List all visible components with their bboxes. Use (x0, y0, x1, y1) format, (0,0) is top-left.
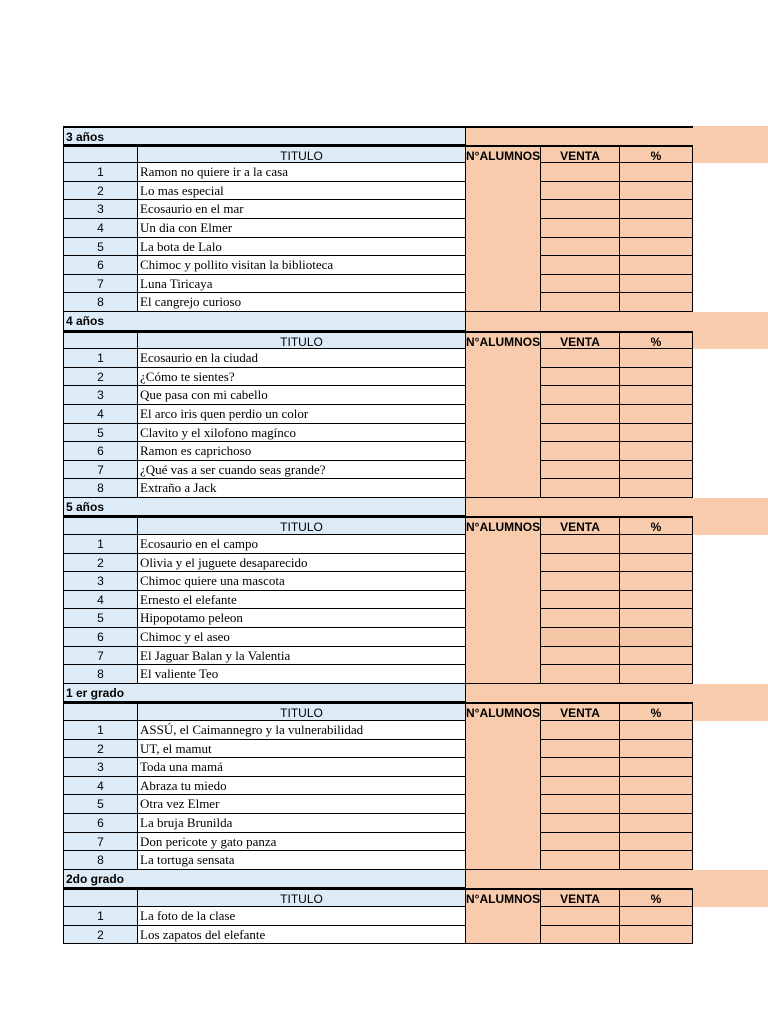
venta-cell[interactable] (540, 554, 619, 573)
book-title[interactable]: Ecosaurio en el campo (137, 535, 466, 554)
book-row (0, 851, 768, 870)
book-number: 2 (63, 740, 137, 759)
grade-section (0, 312, 768, 498)
book-title[interactable]: Ernesto el elefante (137, 591, 466, 610)
book-title[interactable]: Otra vez Elmer (137, 795, 466, 814)
book-row (0, 219, 768, 238)
book-title[interactable]: La tortuga sensata (137, 851, 466, 870)
header-alumnos: N°ALUMNOS (466, 331, 540, 350)
grade-summary-cell[interactable] (466, 126, 693, 145)
book-row (0, 926, 768, 945)
percent-cell[interactable] (619, 665, 693, 684)
header-alumnos: N°ALUMNOS (466, 702, 540, 721)
percent-cell[interactable] (619, 591, 693, 610)
percent-cell[interactable] (619, 721, 693, 740)
header-number-cell (63, 331, 137, 350)
venta-cell[interactable] (540, 814, 619, 833)
venta-cell[interactable] (540, 740, 619, 759)
book-title[interactable]: Chimoc y pollito visitan la biblioteca (137, 256, 466, 275)
book-title[interactable]: Un dia con Elmer (137, 219, 466, 238)
book-number: 6 (63, 442, 137, 461)
book-row (0, 591, 768, 610)
percent-cell[interactable] (619, 833, 693, 852)
venta-cell[interactable] (540, 275, 619, 294)
grade-section (0, 870, 768, 944)
book-row (0, 628, 768, 647)
venta-cell[interactable] (540, 795, 619, 814)
percent-cell[interactable] (619, 479, 693, 498)
percent-cell[interactable] (619, 795, 693, 814)
book-number: 7 (63, 833, 137, 852)
book-row (0, 349, 768, 368)
percent-cell[interactable] (619, 926, 693, 945)
book-row (0, 814, 768, 833)
book-number: 5 (63, 609, 137, 628)
venta-cell[interactable] (540, 182, 619, 201)
venta-cell[interactable] (540, 665, 619, 684)
book-row (0, 479, 768, 498)
book-title[interactable]: Clavito y el xilofono magínco (137, 424, 466, 443)
grade-row (0, 312, 768, 331)
grade-summary-cell[interactable] (466, 684, 693, 703)
book-row (0, 293, 768, 312)
book-number: 8 (63, 293, 137, 312)
header-percent: % (619, 702, 693, 721)
book-title[interactable]: La foto de la clase (137, 907, 466, 926)
header-number-cell (63, 702, 137, 721)
venta-cell[interactable] (540, 907, 619, 926)
book-number: 3 (63, 386, 137, 405)
header-percent: % (619, 331, 693, 350)
extra-cell (693, 331, 768, 350)
book-title[interactable]: Abraza tu miedo (137, 777, 466, 796)
book-number: 2 (63, 554, 137, 573)
book-row (0, 256, 768, 275)
book-title[interactable]: Chimoc quiere una mascota (137, 572, 466, 591)
book-row (0, 405, 768, 424)
book-title[interactable]: El valiente Teo (137, 665, 466, 684)
book-number: 3 (63, 572, 137, 591)
book-title[interactable]: Lo mas especial (137, 182, 466, 201)
grade-summary-cell[interactable] (466, 312, 693, 331)
book-title[interactable]: Ecosaurio en el mar (137, 200, 466, 219)
header-alumnos: N°ALUMNOS (466, 888, 540, 907)
book-row (0, 368, 768, 387)
venta-cell[interactable] (540, 572, 619, 591)
venta-cell[interactable] (540, 721, 619, 740)
grade-label[interactable]: 5 años (63, 498, 466, 517)
percent-cell[interactable] (619, 814, 693, 833)
book-number: 2 (63, 926, 137, 945)
book-number: 8 (63, 479, 137, 498)
venta-cell[interactable] (540, 219, 619, 238)
venta-cell[interactable] (540, 349, 619, 368)
book-row (0, 238, 768, 257)
header-venta: VENTA (540, 331, 619, 350)
extra-cell (693, 702, 768, 721)
venta-cell[interactable] (540, 424, 619, 443)
venta-cell[interactable] (540, 479, 619, 498)
venta-cell[interactable] (540, 609, 619, 628)
book-row (0, 665, 768, 684)
percent-cell[interactable] (619, 368, 693, 387)
grade-section (0, 684, 768, 870)
percent-cell[interactable] (619, 219, 693, 238)
percent-cell[interactable] (619, 424, 693, 443)
book-row (0, 424, 768, 443)
book-row (0, 647, 768, 666)
venta-cell[interactable] (540, 851, 619, 870)
book-title[interactable]: La bruja Brunilda (137, 814, 466, 833)
header-titulo: TITULO (137, 145, 466, 164)
book-number: 2 (63, 368, 137, 387)
book-row (0, 182, 768, 201)
header-titulo: TITULO (137, 331, 466, 350)
book-title[interactable]: Don pericote y gato panza (137, 833, 466, 852)
header-row (0, 516, 768, 535)
book-title[interactable]: Hipopotamo peleon (137, 609, 466, 628)
venta-cell[interactable] (540, 200, 619, 219)
book-row (0, 442, 768, 461)
venta-cell[interactable] (540, 777, 619, 796)
percent-cell[interactable] (619, 740, 693, 759)
percent-cell[interactable] (619, 182, 693, 201)
book-title[interactable]: Luna Tiricaya (137, 275, 466, 294)
book-number: 3 (63, 200, 137, 219)
grade-section (0, 126, 768, 312)
grade-row (0, 126, 768, 145)
book-number: 1 (63, 907, 137, 926)
venta-cell[interactable] (540, 591, 619, 610)
percent-cell[interactable] (619, 647, 693, 666)
percent-cell[interactable] (619, 907, 693, 926)
book-title[interactable]: Que pasa con mi cabello (137, 386, 466, 405)
percent-cell[interactable] (619, 554, 693, 573)
book-row (0, 721, 768, 740)
book-number: 3 (63, 758, 137, 777)
venta-cell[interactable] (540, 926, 619, 945)
book-number: 5 (63, 795, 137, 814)
book-title[interactable]: Olivia y el juguete desaparecido (137, 554, 466, 573)
percent-cell[interactable] (619, 293, 693, 312)
book-title[interactable]: ¿Qué vas a ser cuando seas grande? (137, 461, 466, 480)
book-title[interactable]: UT, el mamut (137, 740, 466, 759)
extra-cell (693, 870, 768, 889)
book-number: 6 (63, 628, 137, 647)
book-row (0, 163, 768, 182)
venta-cell[interactable] (540, 535, 619, 554)
book-number: 7 (63, 647, 137, 666)
percent-cell[interactable] (619, 163, 693, 182)
percent-cell[interactable] (619, 405, 693, 424)
spreadsheet (0, 126, 768, 944)
book-title[interactable]: ASSÚ, el Caimannegro y la vulnerabilidad (137, 721, 466, 740)
book-number: 7 (63, 275, 137, 294)
book-number: 1 (63, 349, 137, 368)
percent-cell[interactable] (619, 535, 693, 554)
header-row (0, 331, 768, 350)
book-row (0, 907, 768, 926)
book-row (0, 535, 768, 554)
header-row (0, 888, 768, 907)
percent-cell[interactable] (619, 442, 693, 461)
extra-cell (693, 888, 768, 907)
percent-cell[interactable] (619, 851, 693, 870)
book-number: 2 (63, 182, 137, 201)
book-title[interactable]: Toda una mamá (137, 758, 466, 777)
percent-cell[interactable] (619, 609, 693, 628)
header-titulo: TITULO (137, 516, 466, 535)
book-number: 5 (63, 424, 137, 443)
grade-label[interactable]: 2do grado (63, 870, 466, 889)
percent-cell[interactable] (619, 349, 693, 368)
book-row (0, 795, 768, 814)
book-row (0, 777, 768, 796)
book-row (0, 740, 768, 759)
venta-cell[interactable] (540, 368, 619, 387)
header-number-cell (63, 516, 137, 535)
book-row (0, 609, 768, 628)
book-title[interactable]: Ecosaurio en la ciudad (137, 349, 466, 368)
header-percent: % (619, 516, 693, 535)
book-row (0, 833, 768, 852)
venta-cell[interactable] (540, 758, 619, 777)
book-number: 1 (63, 721, 137, 740)
grade-section (0, 498, 768, 684)
header-percent: % (619, 145, 693, 164)
book-row (0, 554, 768, 573)
grade-label[interactable]: 4 años (63, 312, 466, 331)
extra-cell (693, 684, 768, 703)
venta-cell[interactable] (540, 833, 619, 852)
book-title[interactable]: La bota de Lalo (137, 238, 466, 257)
venta-cell[interactable] (540, 405, 619, 424)
percent-cell[interactable] (619, 200, 693, 219)
venta-cell[interactable] (540, 628, 619, 647)
extra-cell (693, 145, 768, 164)
book-number: 7 (63, 461, 137, 480)
extra-cell (693, 126, 768, 145)
venta-cell[interactable] (540, 163, 619, 182)
header-venta: VENTA (540, 702, 619, 721)
percent-cell[interactable] (619, 758, 693, 777)
venta-cell[interactable] (540, 256, 619, 275)
book-number: 8 (63, 665, 137, 684)
book-number: 4 (63, 405, 137, 424)
header-alumnos: N°ALUMNOS (466, 145, 540, 164)
book-number: 6 (63, 814, 137, 833)
grade-label[interactable]: 3 años (63, 126, 466, 145)
book-number: 8 (63, 851, 137, 870)
grade-label[interactable]: 1 er grado (63, 684, 466, 703)
venta-cell[interactable] (540, 461, 619, 480)
header-titulo: TITULO (137, 888, 466, 907)
book-number: 5 (63, 238, 137, 257)
book-title[interactable]: El cangrejo curioso (137, 293, 466, 312)
venta-cell[interactable] (540, 293, 619, 312)
book-title[interactable]: Extraño a Jack (137, 479, 466, 498)
grade-row (0, 870, 768, 889)
book-row (0, 572, 768, 591)
book-number: 6 (63, 256, 137, 275)
book-title[interactable]: El arco iris quen perdio un color (137, 405, 466, 424)
book-row (0, 275, 768, 294)
header-number-cell (63, 145, 137, 164)
percent-cell[interactable] (619, 461, 693, 480)
venta-cell[interactable] (540, 647, 619, 666)
book-title[interactable]: ¿Cómo te sientes? (137, 368, 466, 387)
extra-cell (693, 498, 768, 517)
header-alumnos: N°ALUMNOS (466, 516, 540, 535)
header-venta: VENTA (540, 145, 619, 164)
book-title[interactable]: Ramon no quiere ir a la casa (137, 163, 466, 182)
header-number-cell (63, 888, 137, 907)
header-percent: % (619, 888, 693, 907)
header-row (0, 702, 768, 721)
percent-cell[interactable] (619, 628, 693, 647)
percent-cell[interactable] (619, 386, 693, 405)
percent-cell[interactable] (619, 238, 693, 257)
book-title[interactable]: El Jaguar Balan y la Valentia (137, 647, 466, 666)
book-number: 1 (63, 163, 137, 182)
book-title[interactable]: Chimoc y el aseo (137, 628, 466, 647)
book-number: 4 (63, 219, 137, 238)
header-row (0, 145, 768, 164)
venta-cell[interactable] (540, 238, 619, 257)
percent-cell[interactable] (619, 256, 693, 275)
book-number: 1 (63, 535, 137, 554)
header-venta: VENTA (540, 516, 619, 535)
book-row (0, 386, 768, 405)
book-title[interactable]: Ramon es caprichoso (137, 442, 466, 461)
percent-cell[interactable] (619, 777, 693, 796)
grade-row (0, 498, 768, 517)
grade-summary-cell[interactable] (466, 870, 693, 889)
header-venta: VENTA (540, 888, 619, 907)
venta-cell[interactable] (540, 386, 619, 405)
extra-cell (693, 516, 768, 535)
grade-summary-cell[interactable] (466, 498, 693, 517)
extra-cell (693, 312, 768, 331)
book-row (0, 758, 768, 777)
book-number: 4 (63, 591, 137, 610)
percent-cell[interactable] (619, 275, 693, 294)
percent-cell[interactable] (619, 572, 693, 591)
book-row (0, 200, 768, 219)
book-row (0, 461, 768, 480)
book-number: 4 (63, 777, 137, 796)
venta-cell[interactable] (540, 442, 619, 461)
header-titulo: TITULO (137, 702, 466, 721)
book-title[interactable]: Los zapatos del elefante (137, 926, 466, 945)
grade-row (0, 684, 768, 703)
